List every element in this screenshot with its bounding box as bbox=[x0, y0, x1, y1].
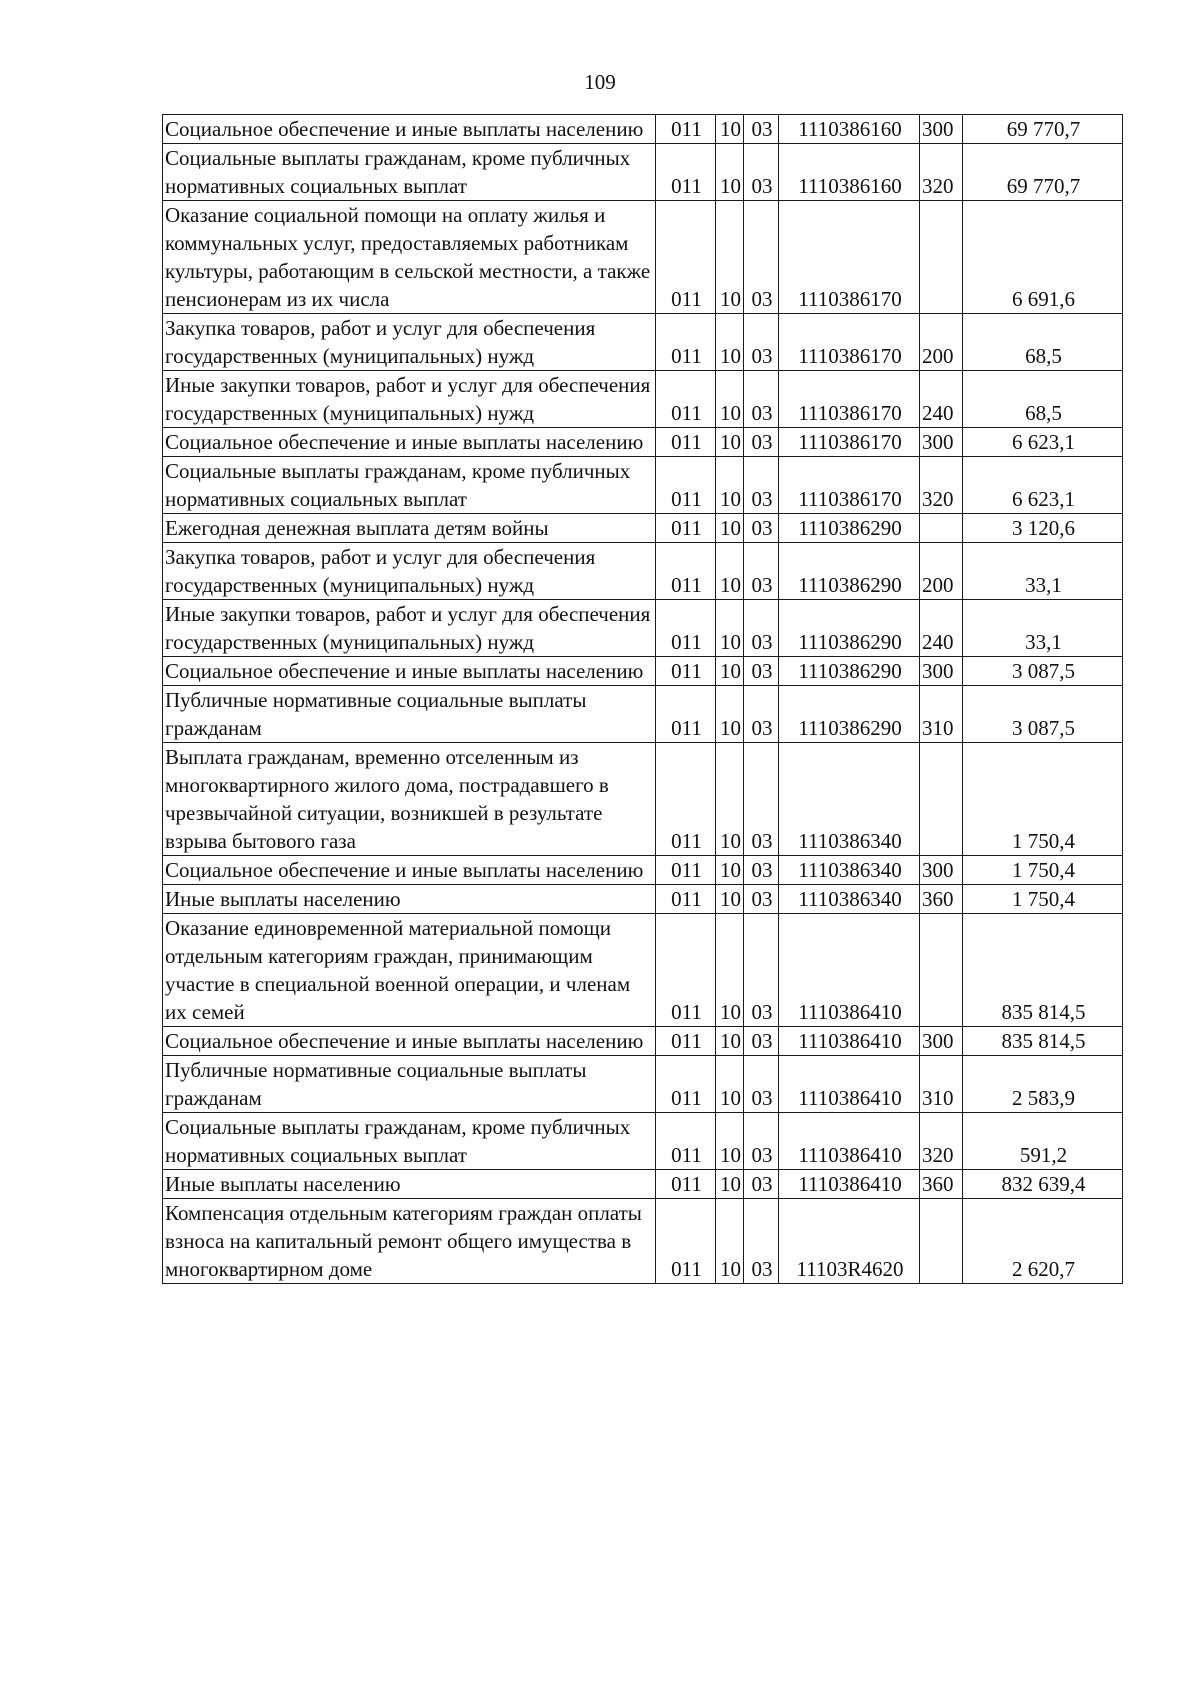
row-target-article: 1110386290 bbox=[779, 600, 920, 657]
row-amount: 1 750,4 bbox=[963, 885, 1123, 914]
row-subsection-code: 03 bbox=[744, 914, 779, 1027]
row-subsection-code: 03 bbox=[744, 428, 779, 457]
table-row bbox=[163, 371, 1123, 428]
row-section-code: 10 bbox=[716, 743, 744, 856]
row-amount: 591,2 bbox=[963, 1113, 1123, 1170]
row-admin-code: 011 bbox=[656, 514, 716, 543]
row-amount: 69 770,7 bbox=[963, 115, 1123, 144]
row-name: Социальные выплаты гражданам, кроме публичных нормативных социальных выплат bbox=[163, 144, 656, 201]
row-subsection-code: 03 bbox=[744, 457, 779, 514]
row-amount: 6 691,6 bbox=[963, 201, 1123, 314]
row-target-article: 1110386340 bbox=[779, 856, 920, 885]
row-section-code: 10 bbox=[716, 914, 744, 1027]
row-section-code: 10 bbox=[716, 600, 744, 657]
row-expense-type: 320 bbox=[920, 1113, 963, 1170]
row-target-article: 1110386290 bbox=[779, 514, 920, 543]
row-admin-code: 011 bbox=[656, 1170, 716, 1199]
row-subsection-code: 03 bbox=[744, 1113, 779, 1170]
row-name: Ежегодная денежная выплата детям войны bbox=[163, 514, 656, 543]
row-section-code: 10 bbox=[716, 371, 744, 428]
row-target-article: 1110386170 bbox=[779, 428, 920, 457]
row-amount: 835 814,5 bbox=[963, 914, 1123, 1027]
row-admin-code: 011 bbox=[656, 543, 716, 600]
row-amount: 1 750,4 bbox=[963, 856, 1123, 885]
row-name: Компенсация отдельным категориям граждан оплаты взноса на капитальный ремонт общего имущества в многоквартирном доме bbox=[163, 1199, 656, 1284]
row-amount: 2 620,7 bbox=[963, 1199, 1123, 1284]
row-section-code: 10 bbox=[716, 543, 744, 600]
row-target-article: 1110386160 bbox=[779, 144, 920, 201]
row-subsection-code: 03 bbox=[744, 743, 779, 856]
table-row bbox=[163, 1113, 1123, 1170]
row-target-article: 1110386170 bbox=[779, 457, 920, 514]
row-target-article: 1110386410 bbox=[779, 1113, 920, 1170]
row-expense-type bbox=[920, 1199, 963, 1284]
row-subsection-code: 03 bbox=[744, 686, 779, 743]
row-name: Социальное обеспечение и иные выплаты населению bbox=[163, 428, 656, 457]
row-expense-type: 200 bbox=[920, 314, 963, 371]
row-subsection-code: 03 bbox=[744, 600, 779, 657]
table-row bbox=[163, 1027, 1123, 1056]
row-expense-type: 200 bbox=[920, 543, 963, 600]
row-name: Иные закупки товаров, работ и услуг для обеспечения государственных (муниципальных) нужд bbox=[163, 600, 656, 657]
row-section-code: 10 bbox=[716, 314, 744, 371]
row-target-article: 1110386410 bbox=[779, 1056, 920, 1113]
row-target-article: 1110386410 bbox=[779, 1170, 920, 1199]
page-number: 109 bbox=[584, 70, 616, 94]
table-row bbox=[163, 856, 1123, 885]
row-admin-code: 011 bbox=[656, 201, 716, 314]
row-name: Иные выплаты населению bbox=[163, 885, 656, 914]
table-row bbox=[163, 600, 1123, 657]
table-row bbox=[163, 686, 1123, 743]
table-row bbox=[163, 885, 1123, 914]
row-amount: 832 639,4 bbox=[963, 1170, 1123, 1199]
row-expense-type: 310 bbox=[920, 686, 963, 743]
row-section-code: 10 bbox=[716, 514, 744, 543]
row-subsection-code: 03 bbox=[744, 1027, 779, 1056]
table-row bbox=[163, 428, 1123, 457]
row-subsection-code: 03 bbox=[744, 543, 779, 600]
row-name: Социальные выплаты гражданам, кроме публичных нормативных социальных выплат bbox=[163, 457, 656, 514]
table-row bbox=[163, 657, 1123, 686]
row-section-code: 10 bbox=[716, 1170, 744, 1199]
row-admin-code: 011 bbox=[656, 885, 716, 914]
row-amount: 6 623,1 bbox=[963, 457, 1123, 514]
row-subsection-code: 03 bbox=[744, 514, 779, 543]
row-subsection-code: 03 bbox=[744, 1056, 779, 1113]
row-admin-code: 011 bbox=[656, 600, 716, 657]
row-target-article: 1110386290 bbox=[779, 657, 920, 686]
table-row bbox=[163, 314, 1123, 371]
table-row bbox=[163, 743, 1123, 856]
row-name: Социальные выплаты гражданам, кроме публичных нормативных социальных выплат bbox=[163, 1113, 656, 1170]
row-name: Публичные нормативные социальные выплаты гражданам bbox=[163, 686, 656, 743]
row-name: Социальное обеспечение и иные выплаты населению bbox=[163, 856, 656, 885]
row-target-article: 1110386410 bbox=[779, 914, 920, 1027]
row-target-article: 1110386410 bbox=[779, 1027, 920, 1056]
row-expense-type: 240 bbox=[920, 371, 963, 428]
row-subsection-code: 03 bbox=[744, 115, 779, 144]
row-name: Публичные нормативные социальные выплаты гражданам bbox=[163, 1056, 656, 1113]
row-section-code: 10 bbox=[716, 201, 744, 314]
row-admin-code: 011 bbox=[656, 457, 716, 514]
row-subsection-code: 03 bbox=[744, 856, 779, 885]
row-amount: 2 583,9 bbox=[963, 1056, 1123, 1113]
row-expense-type: 300 bbox=[920, 856, 963, 885]
row-target-article: 1110386170 bbox=[779, 314, 920, 371]
row-admin-code: 011 bbox=[656, 371, 716, 428]
row-amount: 68,5 bbox=[963, 314, 1123, 371]
row-expense-type: 320 bbox=[920, 144, 963, 201]
row-name: Иные закупки товаров, работ и услуг для обеспечения государственных (муниципальных) нужд bbox=[163, 371, 656, 428]
row-name: Социальное обеспечение и иные выплаты населению bbox=[163, 657, 656, 686]
row-name: Оказание единовременной материальной помощи отдельным категориям граждан, принимающим участие в специальной военной операции, и членам их семей bbox=[163, 914, 656, 1027]
row-amount: 835 814,5 bbox=[963, 1027, 1123, 1056]
row-expense-type: 310 bbox=[920, 1056, 963, 1113]
row-target-article: 1110386170 bbox=[779, 201, 920, 314]
row-target-article: 1110386290 bbox=[779, 543, 920, 600]
row-admin-code: 011 bbox=[656, 1199, 716, 1284]
row-subsection-code: 03 bbox=[744, 314, 779, 371]
row-section-code: 10 bbox=[716, 657, 744, 686]
row-amount: 1 750,4 bbox=[963, 743, 1123, 856]
row-name: Закупка товаров, работ и услуг для обеспечения государственных (муниципальных) нужд bbox=[163, 543, 656, 600]
row-admin-code: 011 bbox=[656, 144, 716, 201]
row-admin-code: 011 bbox=[656, 314, 716, 371]
row-section-code: 10 bbox=[716, 115, 744, 144]
row-amount: 33,1 bbox=[963, 600, 1123, 657]
row-target-article: 1110386340 bbox=[779, 743, 920, 856]
row-expense-type bbox=[920, 914, 963, 1027]
budget-table-body bbox=[163, 115, 1123, 1284]
row-name: Оказание социальной помощи на оплату жилья и коммунальных услуг, предоставляемых работникам культуры, работающим в сельской местности, а также пенсионерам из их числа bbox=[163, 201, 656, 314]
row-section-code: 10 bbox=[716, 686, 744, 743]
row-section-code: 10 bbox=[716, 1113, 744, 1170]
row-amount: 3 120,6 bbox=[963, 514, 1123, 543]
table-row bbox=[163, 514, 1123, 543]
row-expense-type: 360 bbox=[920, 1170, 963, 1199]
row-admin-code: 011 bbox=[656, 1113, 716, 1170]
row-subsection-code: 03 bbox=[744, 1170, 779, 1199]
row-admin-code: 011 bbox=[656, 1056, 716, 1113]
row-expense-type: 360 bbox=[920, 885, 963, 914]
row-name: Иные выплаты населению bbox=[163, 1170, 656, 1199]
table-row bbox=[163, 1199, 1123, 1284]
row-section-code: 10 bbox=[716, 457, 744, 514]
row-target-article: 1110386340 bbox=[779, 885, 920, 914]
table-row bbox=[163, 1170, 1123, 1199]
row-amount: 6 623,1 bbox=[963, 428, 1123, 457]
row-expense-type bbox=[920, 514, 963, 543]
row-section-code: 10 bbox=[716, 1027, 744, 1056]
row-section-code: 10 bbox=[716, 428, 744, 457]
table-row bbox=[163, 457, 1123, 514]
row-admin-code: 011 bbox=[656, 743, 716, 856]
row-expense-type: 300 bbox=[920, 657, 963, 686]
row-name: Выплата гражданам, временно отселенным из многоквартирного жилого дома, пострадавшего в чрезвычайной ситуации, возникшей в результате взрыва бытового газа bbox=[163, 743, 656, 856]
budget-table bbox=[162, 114, 1123, 1284]
row-amount: 3 087,5 bbox=[963, 657, 1123, 686]
row-expense-type: 300 bbox=[920, 115, 963, 144]
row-subsection-code: 03 bbox=[744, 1199, 779, 1284]
row-section-code: 10 bbox=[716, 1056, 744, 1113]
row-admin-code: 011 bbox=[656, 115, 716, 144]
table-row bbox=[163, 1056, 1123, 1113]
table-row bbox=[163, 201, 1123, 314]
row-target-article: 1110386170 bbox=[779, 371, 920, 428]
row-subsection-code: 03 bbox=[744, 201, 779, 314]
row-admin-code: 011 bbox=[656, 1027, 716, 1056]
table-row bbox=[163, 543, 1123, 600]
table-row bbox=[163, 914, 1123, 1027]
row-amount: 69 770,7 bbox=[963, 144, 1123, 201]
row-section-code: 10 bbox=[716, 885, 744, 914]
row-admin-code: 011 bbox=[656, 657, 716, 686]
row-admin-code: 011 bbox=[656, 856, 716, 885]
row-expense-type bbox=[920, 743, 963, 856]
row-section-code: 10 bbox=[716, 144, 744, 201]
row-subsection-code: 03 bbox=[744, 144, 779, 201]
row-target-article: 11103R4620 bbox=[779, 1199, 920, 1284]
row-amount: 33,1 bbox=[963, 543, 1123, 600]
row-expense-type: 240 bbox=[920, 600, 963, 657]
row-expense-type: 300 bbox=[920, 428, 963, 457]
row-subsection-code: 03 bbox=[744, 657, 779, 686]
row-expense-type: 320 bbox=[920, 457, 963, 514]
row-admin-code: 011 bbox=[656, 428, 716, 457]
row-amount: 3 087,5 bbox=[963, 686, 1123, 743]
row-subsection-code: 03 bbox=[744, 371, 779, 428]
row-name: Закупка товаров, работ и услуг для обеспечения государственных (муниципальных) нужд bbox=[163, 314, 656, 371]
row-admin-code: 011 bbox=[656, 686, 716, 743]
table-row bbox=[163, 144, 1123, 201]
row-expense-type: 300 bbox=[920, 1027, 963, 1056]
row-amount: 68,5 bbox=[963, 371, 1123, 428]
table-row bbox=[163, 115, 1123, 144]
row-section-code: 10 bbox=[716, 856, 744, 885]
row-admin-code: 011 bbox=[656, 914, 716, 1027]
row-name: Социальное обеспечение и иные выплаты населению bbox=[163, 1027, 656, 1056]
row-target-article: 1110386160 bbox=[779, 115, 920, 144]
row-name: Социальное обеспечение и иные выплаты населению bbox=[163, 115, 656, 144]
row-section-code: 10 bbox=[716, 1199, 744, 1284]
row-subsection-code: 03 bbox=[744, 885, 779, 914]
row-expense-type bbox=[920, 201, 963, 314]
row-target-article: 1110386290 bbox=[779, 686, 920, 743]
